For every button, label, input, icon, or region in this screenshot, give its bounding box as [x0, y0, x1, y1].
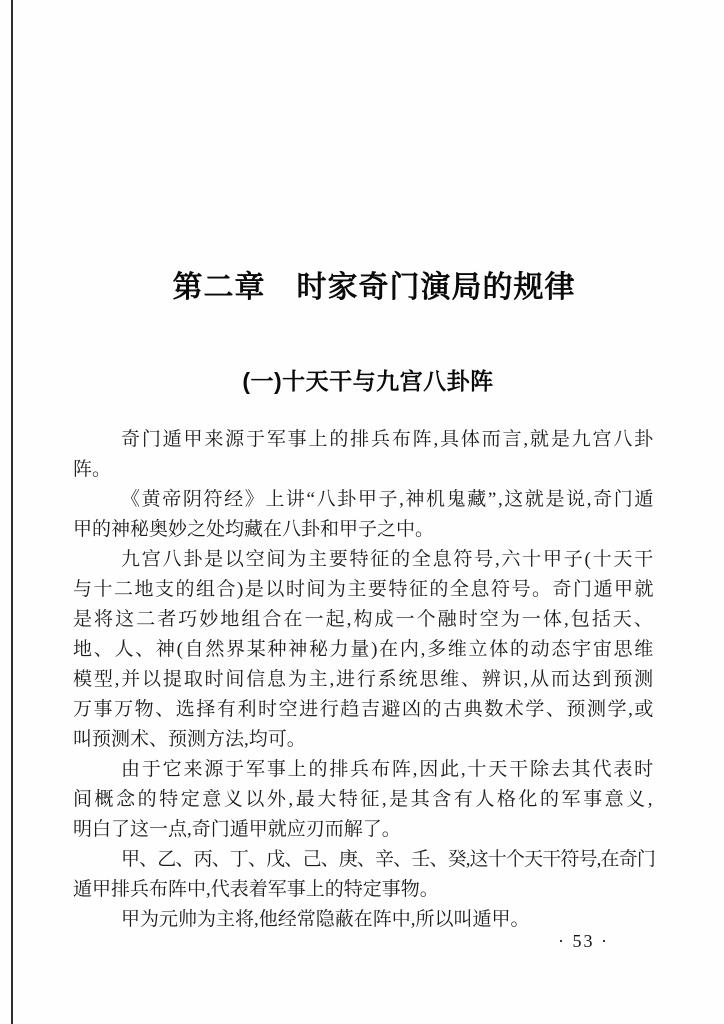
body-text-line-text: 叫预测术、预测方法,均可。: [73, 729, 306, 750]
page-edge-line: [11, 0, 13, 1024]
body-text-line: [73, 845, 655, 875]
chapter-title: 第二章 时家奇门演局的规律: [172, 271, 576, 304]
body-text-line: [73, 755, 655, 785]
body-text-line-text: 与十二地支的组合)是以时间为主要特征的全息符号。奇门遁甲就: [73, 579, 655, 600]
body-text-line: [73, 455, 655, 485]
body-text-line: [73, 785, 655, 815]
body-text-line-text: 明白了这一点,奇门遁甲就应刃而解了。: [73, 819, 401, 840]
section-title: (一)十天干与九宫八卦阵: [242, 368, 494, 394]
body-text-line-text: 地、人、神(自然界某种神秘力量)在内,多维立体的动态宇宙思维: [73, 639, 655, 660]
body-text-line: [73, 545, 655, 575]
body-text-line: [73, 875, 655, 905]
body-text-line-text: 是将这二者巧妙地组合在一起,构成一个融时空为一体,包括天、: [73, 609, 655, 630]
body-text-line: [73, 425, 655, 455]
page-number: · 53 ·: [558, 931, 609, 951]
body-text-line: [73, 635, 655, 665]
body-text-line: [73, 665, 655, 695]
body-text-line-text: 甲、乙、丙、丁、戊、己、庚、辛、壬、癸,这十个天干符号,在奇门: [121, 849, 655, 870]
body-text-line-text: 遁甲排兵布阵中,代表着军事上的特定事物。: [73, 879, 439, 900]
body-text-line-text: 甲的神秘奥妙之处均藏在八卦和甲子之中。: [73, 519, 435, 540]
body-text-line-text: 由于它来源于军事上的排兵布阵,因此,十天干除去其代表时: [121, 759, 655, 780]
body-text-line-text: 奇门遁甲来源于军事上的排兵布阵,具体而言,就是九宫八卦: [121, 429, 655, 450]
body-text-line-text: 《黄帝阴符经》上讲“八卦甲子,神机鬼藏”,这就是说,奇门遁: [121, 489, 655, 510]
body-text-line: [73, 575, 655, 605]
body-text-line-text: 万事万物、选择有利时空进行趋吉避凶的古典数术学、预测学,或: [73, 699, 655, 720]
body-text-line-text: 九宫八卦是以空间为主要特征的全息符号,六十甲子(十天干: [121, 549, 655, 570]
body-text-line: [73, 515, 655, 545]
body-text-line: [73, 605, 655, 635]
body-text-line-text: 模型,并以提取时间信息为主,进行系统思维、辨识,从而达到预测: [73, 669, 655, 690]
body-text-line: [73, 725, 655, 755]
body-text: [73, 425, 655, 935]
body-text-line: [73, 485, 655, 515]
body-text-line-text: 甲为元帅为主将,他经常隐蔽在阵中,所以叫遁甲。: [121, 909, 530, 930]
body-text-line-text: 间概念的特定意义以外,最大特征,是其含有人格化的军事意义,: [73, 789, 655, 810]
body-text-line-text: 阵。: [73, 459, 112, 480]
body-text-line: [73, 695, 655, 725]
body-text-line: [73, 815, 655, 845]
